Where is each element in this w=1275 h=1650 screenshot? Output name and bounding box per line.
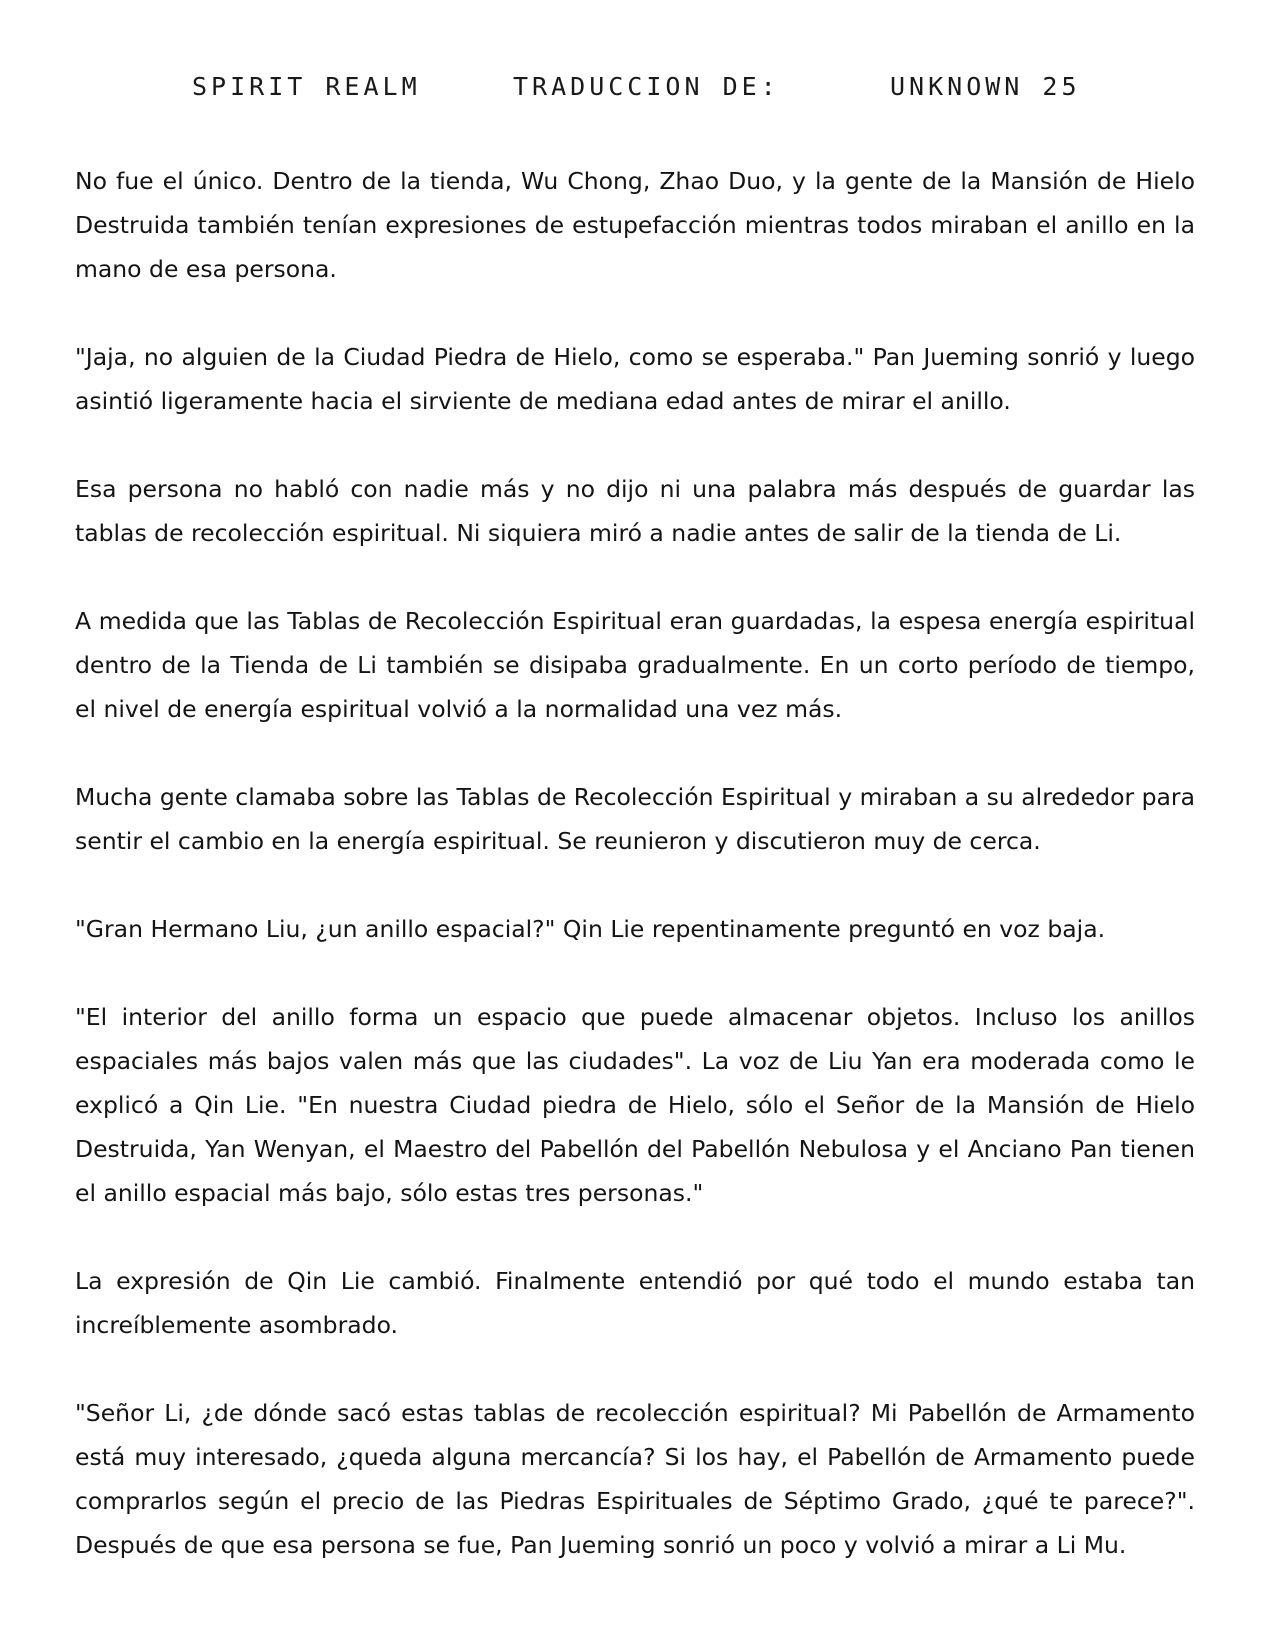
paragraph: "Gran Hermano Liu, ¿un anillo espacial?" Qin Lie repentinamente preguntó en voz baja.	[75, 915, 1106, 943]
header-series-title: SPIRIT REALM	[192, 72, 421, 101]
page-header	[0, 72, 1275, 112]
paragraph: A medida que las Tablas de Recolección Espiritual eran guardadas, la espesa energía espiritual dentro de la Tienda de Li también se disipaba gradualmente. En un corto período de tiempo, el nivel de energía espiritual volvió a la normalidad una vez más.	[75, 607, 1195, 723]
paragraph: "Jaja, no alguien de la Ciudad Piedra de Hielo, como se esperaba." Pan Jueming sonrió y luego asintió ligeramente hacia el sirviente de mediana edad antes de mirar el anillo.	[75, 343, 1195, 415]
header-translator-name: UNKNOWN 25	[890, 72, 1081, 101]
document-body	[75, 159, 1195, 1567]
paragraph: "Señor Li, ¿de dónde sacó estas tablas de recolección espiritual? Mi Pabellón de Armamento está muy interesado, ¿queda alguna mercancía? Si los hay, el Pabellón de Armamento puede comprarlos según el precio de las Piedras Espirituales de Séptimo Grado, ¿qué te parece?". Después de que esa persona se fue, Pan Jueming sonrió un poco y volvió a mirar a Li Mu.	[75, 1399, 1195, 1559]
paragraph: La expresión de Qin Lie cambió. Finalmente entendió por qué todo el mundo estaba tan increíblemente asombrado.	[75, 1267, 1195, 1339]
paragraph: Mucha gente clamaba sobre las Tablas de Recolección Espiritual y miraban a su alrededor para sentir el cambio en la energía espiritual. Se reunieron y discutieron muy de cerca.	[75, 783, 1195, 855]
paragraph: Esa persona no habló con nadie más y no dijo ni una palabra más después de guardar las tablas de recolección espiritual. Ni siquiera miró a nadie antes de salir de la tienda de Li.	[75, 475, 1195, 547]
paragraph: "El interior del anillo forma un espacio que puede almacenar objetos. Incluso los anillos espaciales más bajos valen más que las ciudades". La voz de Liu Yan era moderada como le explicó a Qin Lie. "En nuestra Ciudad piedra de Hielo, sólo el Señor de la Mansión de Hielo Destruida, Yan Wenyan, el Maestro del Pabellón del Pabellón Nebulosa y el Anciano Pan tienen el anillo espacial más bajo, sólo estas tres personas."	[75, 1003, 1195, 1207]
paragraph: No fue el único. Dentro de la tienda, Wu Chong, Zhao Duo, y la gente de la Mansión de Hielo Destruida también tenían expresiones de estupefacción mientras todos miraban el anillo en la mano de esa persona.	[75, 167, 1195, 283]
header-translation-label: TRADUCCION DE:	[513, 72, 780, 101]
